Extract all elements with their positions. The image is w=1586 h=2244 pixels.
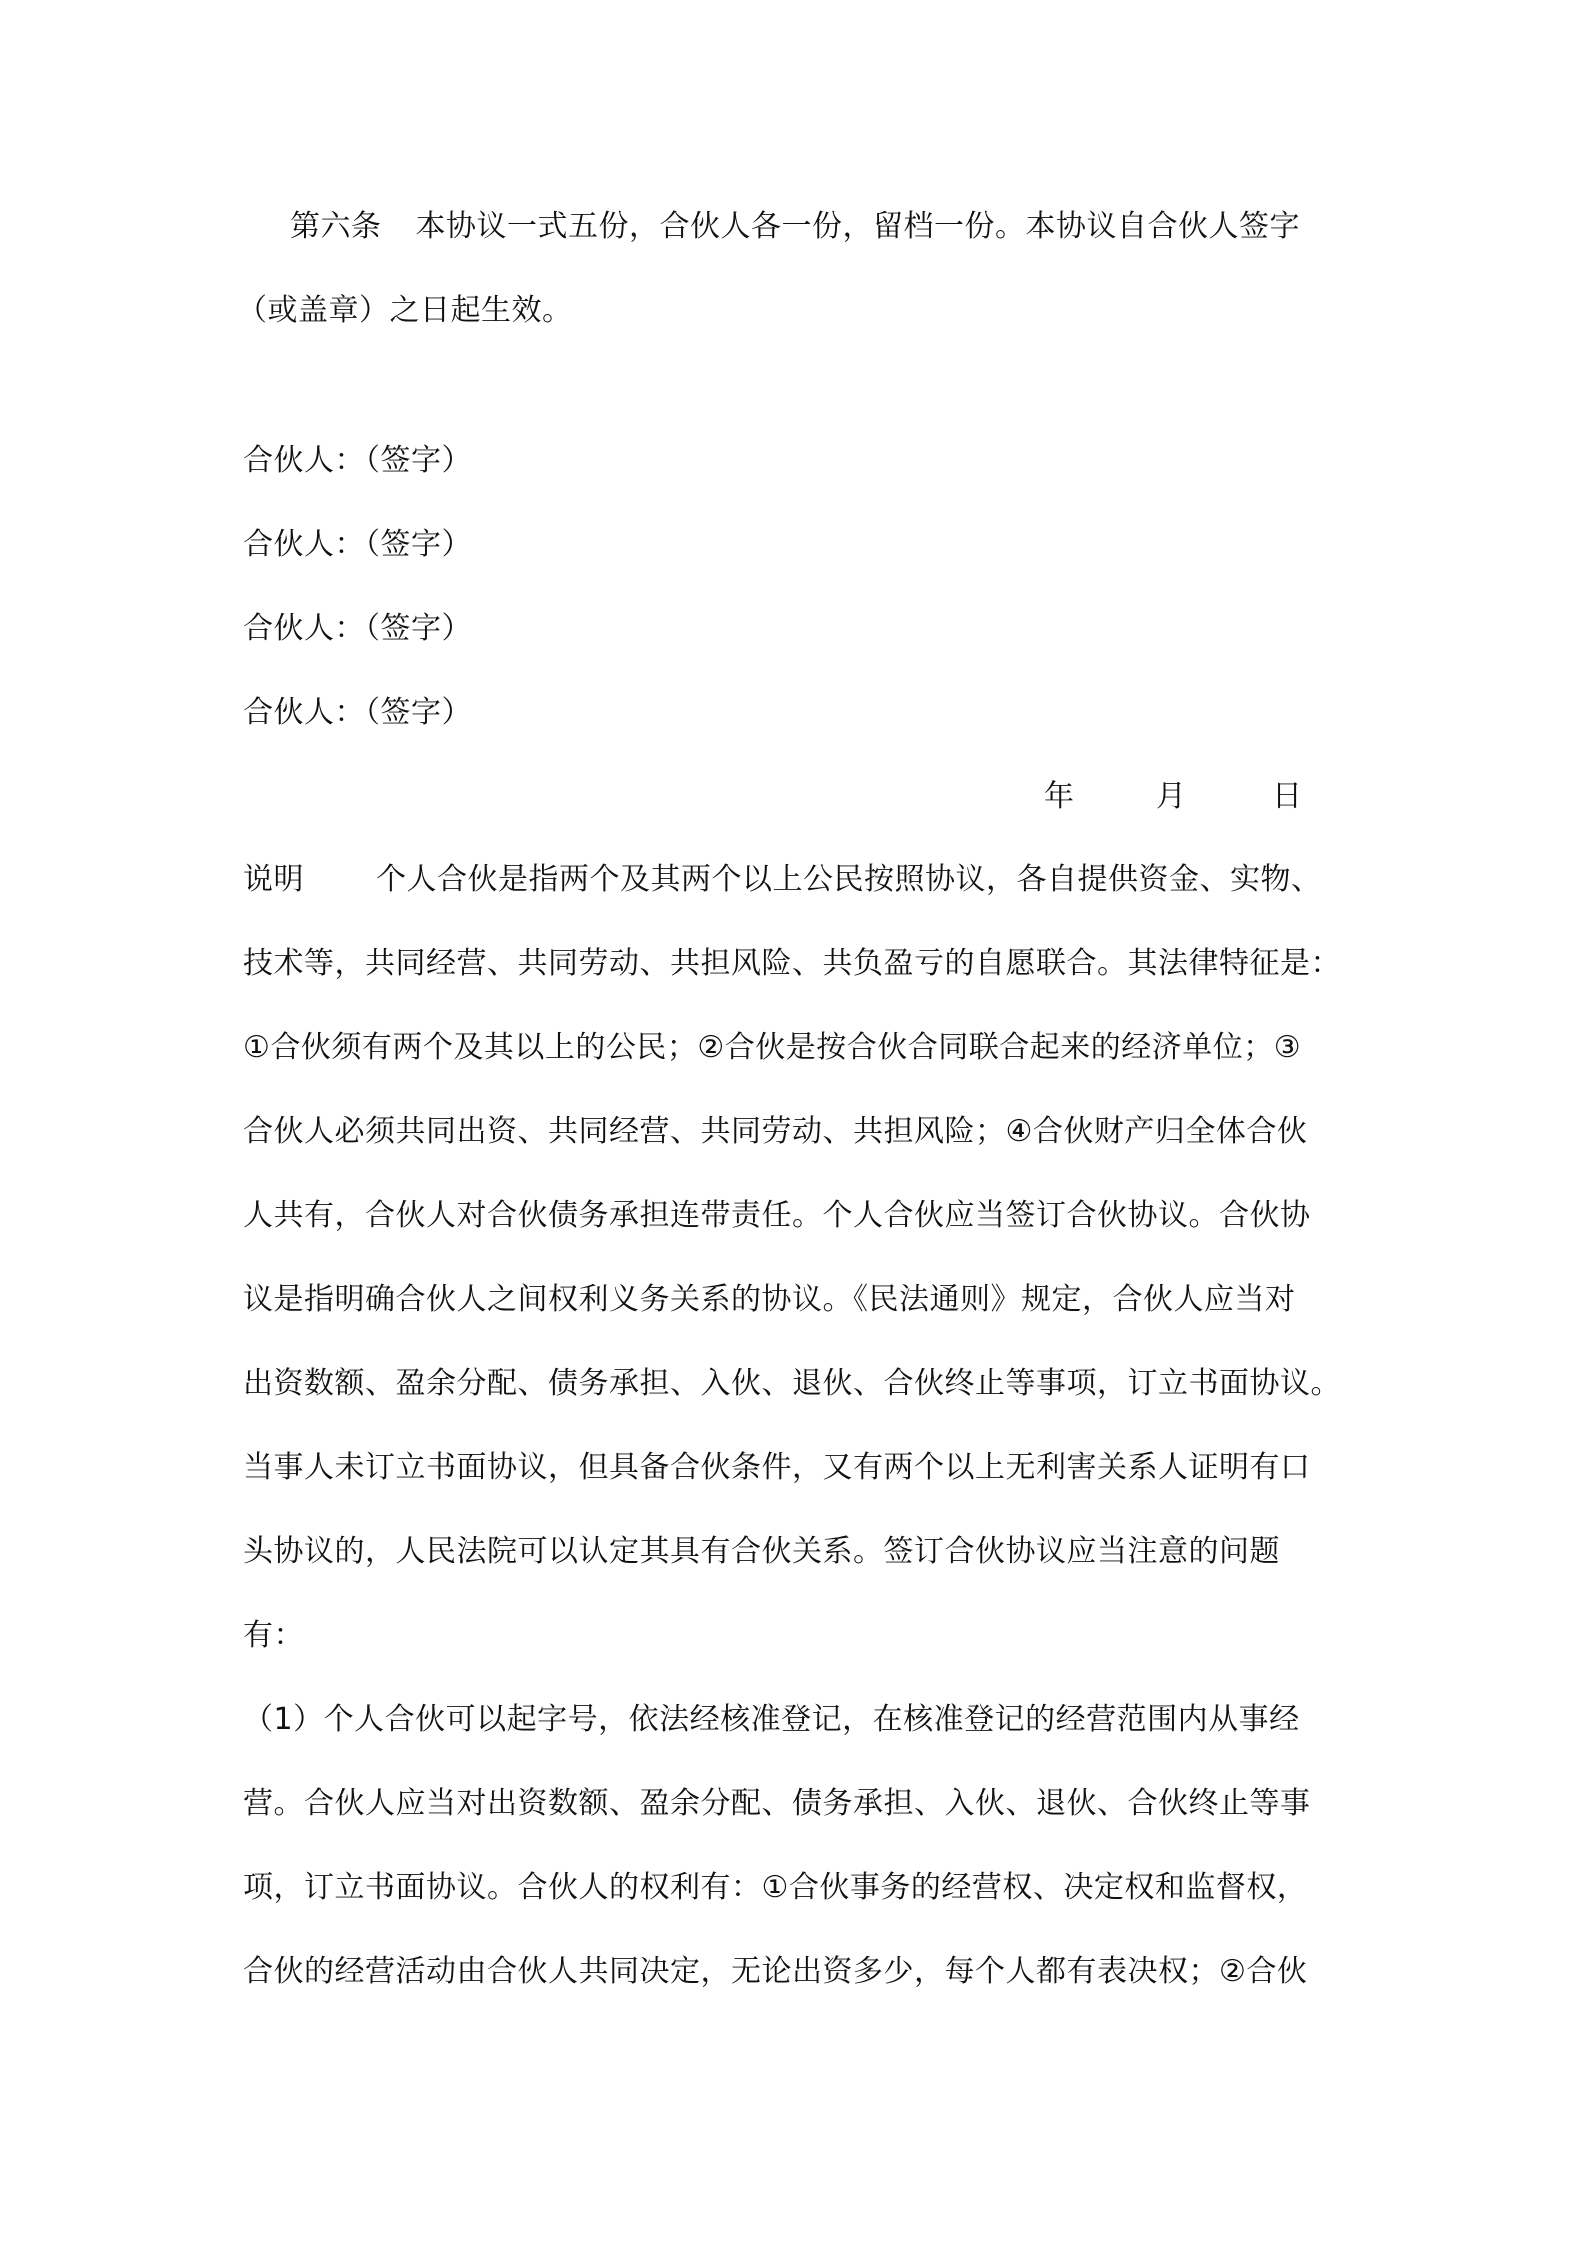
article-6-line-2: （或盖章）之日起生效。 xyxy=(237,293,573,328)
explanation-line: ①合伙须有两个及其以上的公民；②合伙是按合伙合同联合起来的经济单位；③ xyxy=(243,1030,1302,1065)
signature-line-1: 合伙人：（签字） xyxy=(243,443,472,478)
date-year: 年 xyxy=(1044,779,1074,814)
signature-line-2: 合伙人：（签字） xyxy=(243,527,472,562)
explanation-text-1: 个人合伙是指两个及其两个以上公民按照协议，各自提供资金、实物、 xyxy=(376,862,1322,897)
signature-line-4: 合伙人：（签字） xyxy=(243,695,472,730)
explanation-line: 出资数额、盈余分配、债务承担、入伙、退伙、合伙终止等事项，订立书面协议。 xyxy=(243,1366,1341,1401)
date-day: 日 xyxy=(1272,779,1302,814)
explanation-line-1 xyxy=(243,860,1363,900)
explanation-line: 营。合伙人应当对出资数额、盈余分配、债务承担、入伙、退伙、合伙终止等事 xyxy=(243,1786,1311,1821)
explanation-line: 人共有，合伙人对合伙债务承担连带责任。个人合伙应当签订合伙协议。合伙协 xyxy=(243,1198,1311,1233)
article-6-line-1 xyxy=(290,207,1363,247)
explanation-label: 说明 xyxy=(243,862,304,897)
article-6-text-1: 本协议一式五份，合伙人各一份，留档一份。本协议自合伙人签字 xyxy=(415,209,1300,244)
explanation-line: 有： xyxy=(243,1618,304,1653)
date-month: 月 xyxy=(1156,779,1186,814)
article-6-label: 第六条 xyxy=(290,209,382,244)
explanation-line: 合伙的经营活动由合伙人共同决定，无论出资多少，每个人都有表决权；②合伙 xyxy=(243,1954,1308,1989)
explanation-line: （1）个人合伙可以起字号，依法经核准登记，在核准登记的经营范围内从事经 xyxy=(243,1702,1300,1737)
explanation-line: 技术等，共同经营、共同劳动、共担风险、共负盈亏的自愿联合。其法律特征是： xyxy=(243,946,1341,981)
explanation-line: 当事人未订立书面协议，但具备合伙条件，又有两个以上无利害关系人证明有口 xyxy=(243,1450,1311,1485)
explanation-line: 合伙人必须共同出资、共同经营、共同劳动、共担风险；④合伙财产归全体合伙 xyxy=(243,1114,1308,1149)
signature-line-3: 合伙人：（签字） xyxy=(243,611,472,646)
explanation-line: 议是指明确合伙人之间权利义务关系的协议。《民法通则》规定，合伙人应当对 xyxy=(243,1282,1296,1317)
explanation-line: 项，订立书面协议。合伙人的权利有：①合伙事务的经营权、决定权和监督权， xyxy=(243,1870,1308,1905)
explanation-line: 头协议的，人民法院可以认定其具有合伙关系。签订合伙协议应当注意的问题 xyxy=(243,1534,1280,1569)
